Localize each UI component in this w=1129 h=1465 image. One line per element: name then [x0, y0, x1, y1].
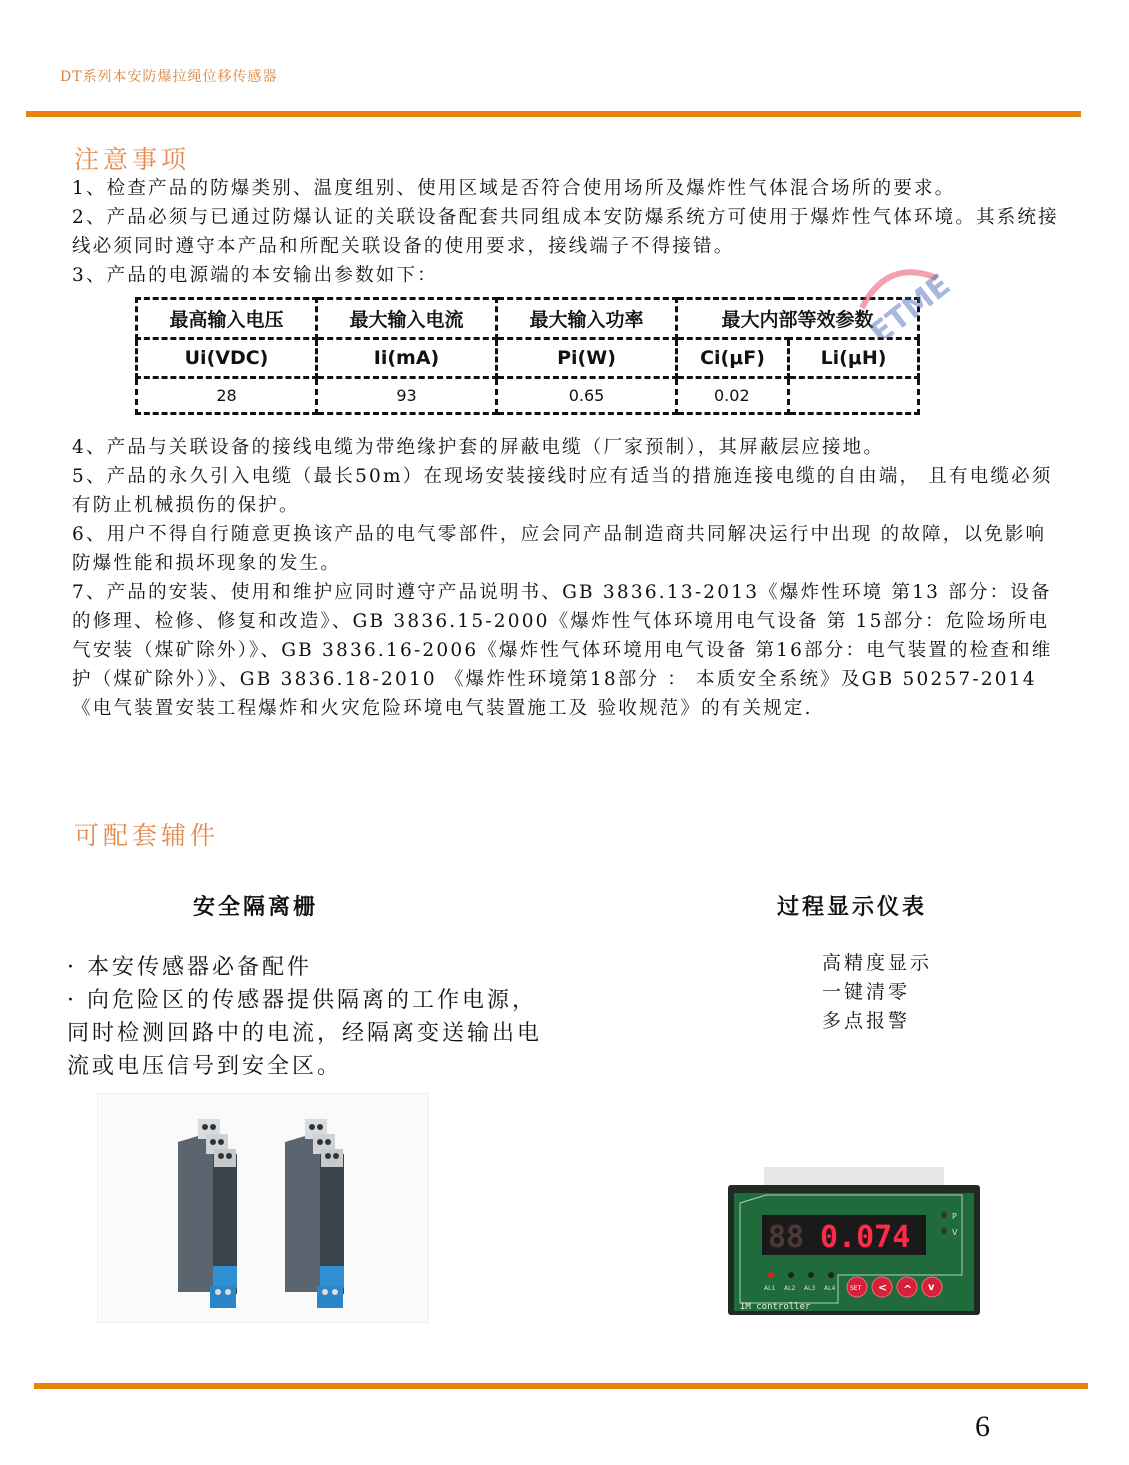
notes-list-bottom: [72, 433, 1062, 723]
table-value-pi: 0.65: [497, 378, 677, 414]
table-value-ui: 28: [137, 378, 317, 414]
barrier-line: 同时检测回路中的电流，经隔离变送输出电: [67, 1021, 543, 1046]
table-header-power: 最大输入功率: [497, 299, 677, 339]
table-value-ci: 0.02: [677, 378, 789, 414]
table-unit-pi: Pi(W): [497, 339, 677, 378]
meter-readout: 0.074: [820, 1220, 911, 1255]
meter-brand: IM controller: [740, 1302, 811, 1312]
table-header-voltage: 最高输入电压: [137, 299, 317, 339]
svg-text:P: P: [952, 1212, 957, 1221]
table-unit-ii: Ii(mA): [317, 339, 497, 378]
svg-text:ETME: ETME: [863, 267, 952, 338]
barrier-line: 流或电压信号到安全区。: [67, 1054, 343, 1079]
svg-text:AL1: AL1: [764, 1285, 776, 1292]
barrier-line: · 向危险区的传感器提供隔离的工作电源，: [67, 988, 537, 1013]
running-header: DT系列本安防爆拉绳位移传感器: [60, 69, 278, 85]
feature-item: 一键清零: [822, 981, 911, 1003]
note-item: 5、产品的永久引入电缆（最长50m）在现场安装接线时应有适当的措施连接电缆的自由端， 且有电缆必须有防止机械损伤的保护。: [72, 466, 1053, 516]
note-item: 7、产品的安装、使用和维护应同时遵守产品说明书、GB 3836.13-2013《爆炸性环境 第13 部分：设备的修理、检修、修复和改造》、GB 3836.15-2000《爆炸性气体环境用电气设备 第 15部分：危险场所电气安装（煤矿除外）》、GB 3836.16-2006《爆炸性气体环境用电气设备 第16部分：电气装置的检查和维护（煤矿除外）》、GB 3836.18-2010 《爆炸性环境第18部分 ： 本质安全系统》及GB 50257-2014《电气装置安装工程爆炸和火灾危险环境电气装置施工及 验收规范》的有关规定.: [72, 582, 1053, 719]
table-unit-ui: Ui(VDC): [137, 339, 317, 378]
page-number: 6: [975, 1410, 990, 1443]
process-display-meter-image: [726, 1163, 982, 1317]
etme-watermark-logo: [842, 258, 952, 338]
display-features: [822, 949, 932, 1036]
meter-dim-digits: 88: [768, 1220, 805, 1255]
intrinsic-safety-param-table: [135, 297, 920, 415]
barrier-module-2: [285, 1119, 344, 1308]
footer-rule: [34, 1383, 1088, 1389]
notes-title: 注意事项: [74, 145, 191, 174]
note-item: 1、检查产品的防爆类别、温度组别、使用区域是否符合使用场所及爆炸性气体混合场所的要求。: [72, 178, 956, 199]
svg-text:AL2: AL2: [784, 1285, 796, 1292]
table-value-ii: 93: [317, 378, 497, 414]
display-title: 过程显示仪表: [777, 894, 928, 920]
barrier-title: 安全隔离栅: [193, 894, 319, 920]
barrier-description: [67, 951, 587, 1083]
svg-text:^: ^: [903, 1283, 913, 1296]
table-value-li: [789, 378, 919, 414]
note-item: 6、用户不得自行随意更换该产品的电气零部件，应会同产品制造商共同解决运行中出现 的故障，以免影响防爆性能和损坏现象的发生。: [72, 524, 1047, 574]
note-item: 4、产品与关联设备的接线电缆为带绝缘护套的屏蔽电缆（厂家预制），其屏蔽层应接地。: [72, 437, 885, 458]
feature-item: 多点报警: [822, 1010, 911, 1032]
svg-text:AL4: AL4: [824, 1285, 836, 1292]
table-header-internal-params: 最大内部等效参数: [677, 299, 919, 339]
svg-text:<: <: [878, 1281, 888, 1294]
svg-text:v: v: [928, 1282, 935, 1293]
note-item: 3、产品的电源端的本安输出参数如下：: [72, 265, 438, 286]
accessories-title: 可配套辅件: [74, 821, 220, 850]
header-rule: [26, 111, 1081, 117]
feature-item: 高精度显示: [822, 952, 933, 974]
svg-text:SET: SET: [850, 1285, 862, 1292]
barrier-module-1: [178, 1119, 237, 1308]
barrier-line: · 本安传感器必备配件: [67, 955, 312, 980]
svg-text:V: V: [952, 1228, 958, 1237]
table-unit-ci: Ci(μF): [677, 339, 789, 378]
svg-text:AL3: AL3: [804, 1285, 816, 1292]
table-header-current: 最大输入电流: [317, 299, 497, 339]
table-unit-li: Li(μH): [789, 339, 919, 378]
note-item: 2、产品必须与已通过防爆认证的关联设备配套共同组成本安防爆系统方可使用于爆炸性气体环境。其系统接线必须同时遵守本产品和所配关联设备的使用要求，接线端子不得接错。: [72, 207, 1059, 257]
isolation-barrier-image: [97, 1093, 429, 1323]
